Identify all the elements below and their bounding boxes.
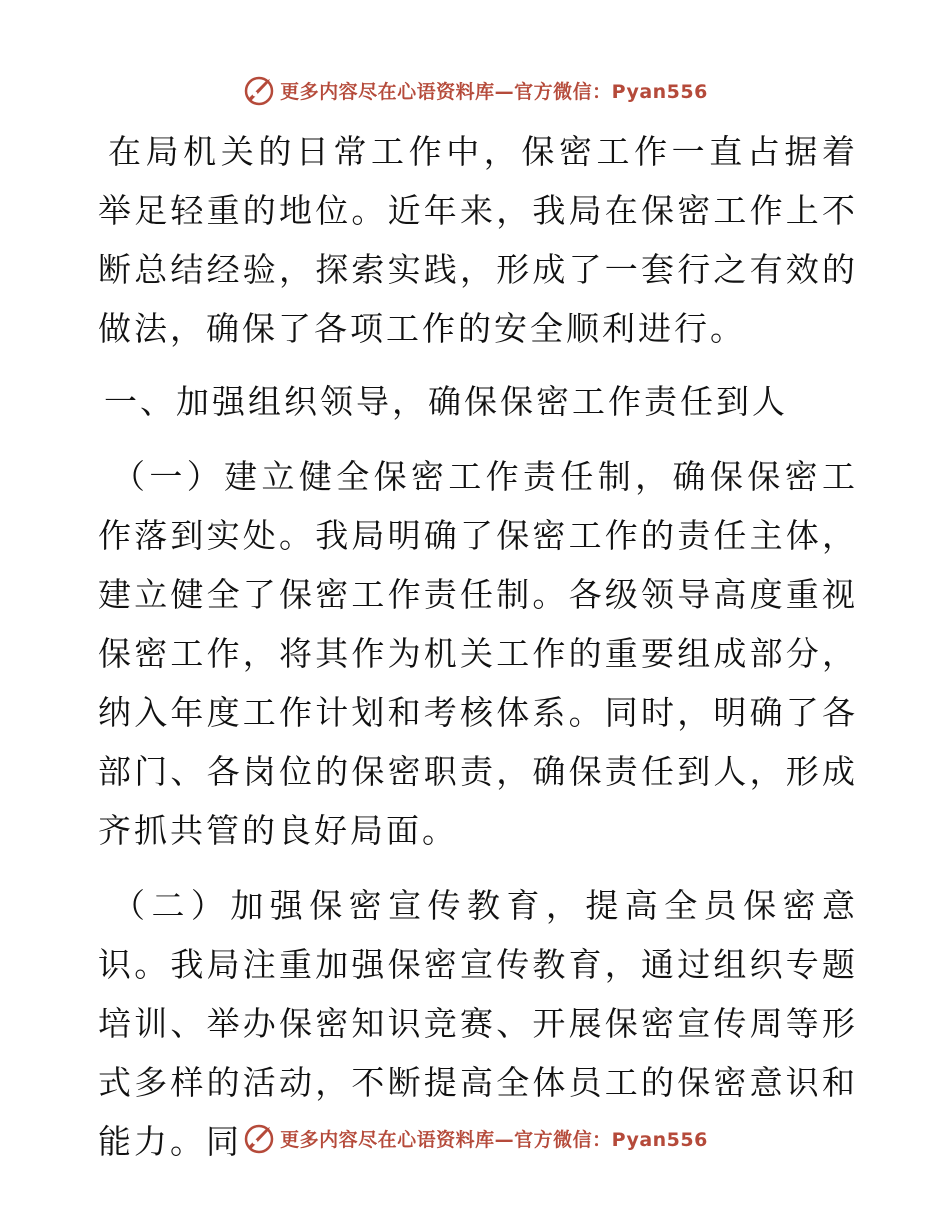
quill-pen-icon — [242, 73, 276, 107]
footer-watermark — [0, 1118, 950, 1158]
section-heading-1: 一、加强组织领导，确保保密工作责任到人 — [104, 382, 788, 421]
subsection-paragraph-2: （二）加强保密宣传教育，提高全员保密意识。我局注重加强保密宣传教育，通过组织专题培训、举办保密知识竞赛、开展保密宣传周等形式多样的活动，不断提高全体员工的保密意识和能力。同 — [98, 886, 858, 1161]
watermark-label: 更多内容尽在心语资料库—官方微信： — [280, 1128, 612, 1151]
watermark-text — [280, 77, 708, 104]
intro-paragraph: 在局机关的日常工作中，保密工作一直占据着举足轻重的地位。近年来，我局在保密工作上不断总结经验，探索实践，形成了一套行之有效的做法，确保了各项工作的安全顺利进行。 — [98, 132, 858, 348]
watermark-wechat-id: Pyan556 — [611, 1128, 708, 1151]
document-body — [98, 122, 858, 1171]
watermark-text — [280, 1125, 708, 1152]
quill-pen-icon — [242, 1121, 276, 1155]
subsection-paragraph-1: （一）建立健全保密工作责任制，确保保密工作落到实处。我局明确了保密工作的责任主体，建立健全了保密工作责任制。各级领导高度重视保密工作，将其作为机关工作的重要组成部分，纳入年度工作计划和考核体系。同时，明确了各部门、各岗位的保密职责，确保责任到人，形成齐抓共管的良好局面。 — [98, 457, 858, 850]
watermark-label: 更多内容尽在心语资料库—官方微信： — [280, 80, 612, 103]
watermark-wechat-id: Pyan556 — [611, 80, 708, 103]
header-watermark — [0, 70, 950, 110]
